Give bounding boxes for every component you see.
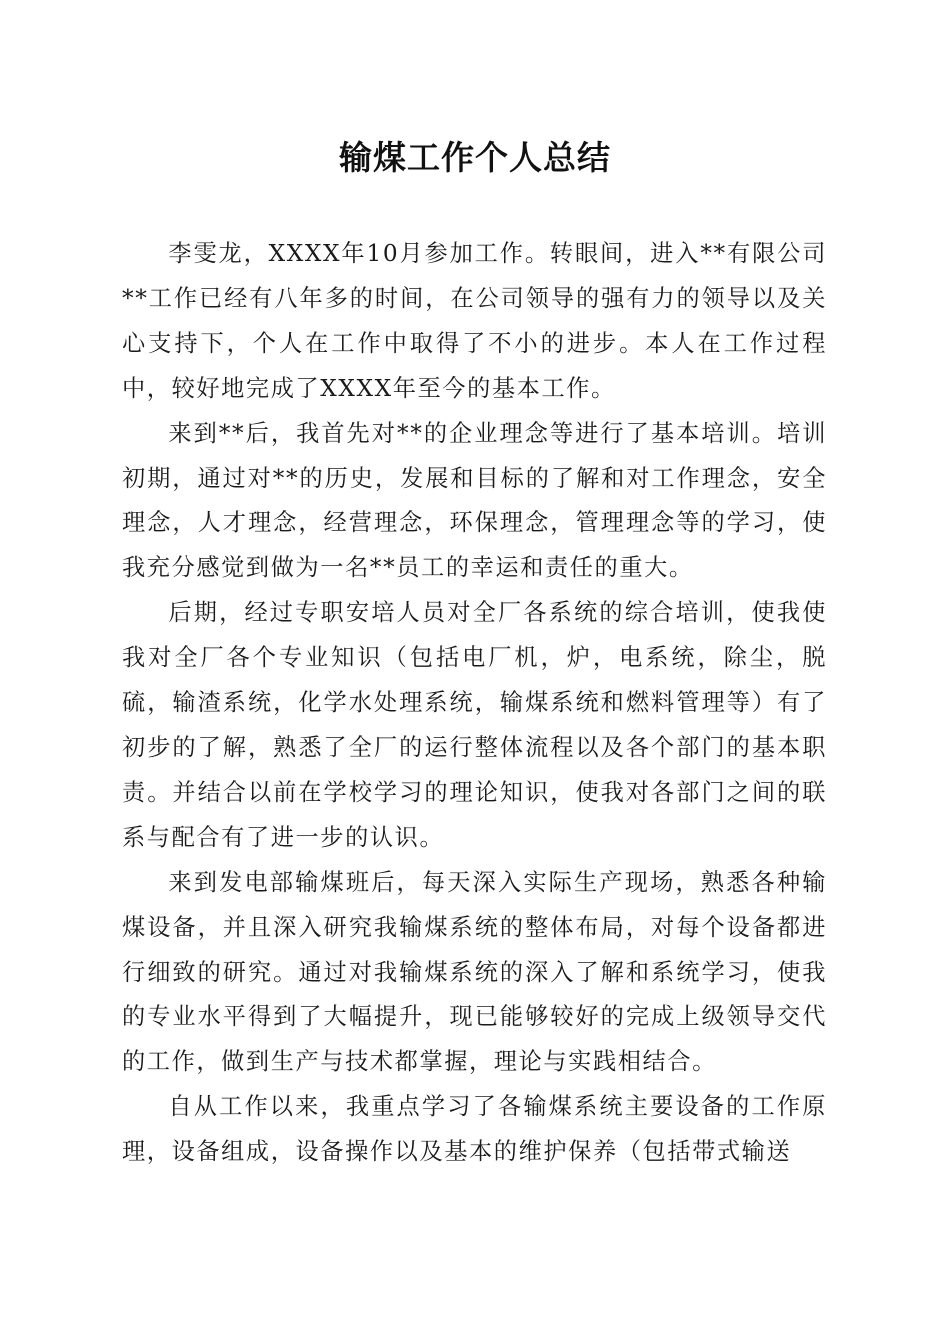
paragraph: 自从工作以来，我重点学习了各输煤系统主要设备的工作原理，设备组成，设备操作以及基本的维护保养（包括带式输送 [122, 1093, 827, 1166]
paragraph: 后期，经过专职安培人员对全厂各系统的综合培训，使我使我对全厂各个专业知识（包括电厂机，炉，电系统，除尘，脱硫，输渣系统，化学水处理系统，输煤系统和燃料管理等）有了初步的了解，熟悉了全厂的运行整体流程以及各个部门的基本职责。并结合以前在学校学习的理论知识，使我对各部门之间的联系与配合有了进一步的认识。 [122, 599, 827, 851]
document-title: 输煤工作个人总结 [339, 138, 611, 177]
paragraph: 李雯龙，XXXX年10月参加工作。转眼间，进入**有限公司**工作已经有八年多的时间，在公司领导的强有力的领导以及关心支持下，个人在工作中取得了不小的进步。本人在工作过程中，较好地完成了XXXX年至今的基本工作。 [122, 240, 827, 402]
paragraph: 来到**后，我首先对**的企业理念等进行了基本培训。培训初期，通过对**的历史，发展和目标的了解和对工作理念，安全理念，人才理念，经营理念，环保理念，管理理念等的学习，使我充分感觉到做为一名**员工的幸运和责任的重大。 [122, 419, 827, 582]
paragraph: 来到发电部输煤班后，每天深入实际生产现场，熟悉各种输煤设备，并且深入研究我输煤系统的整体布局，对每个设备都进行细致的研究。通过对我输煤系统的深入了解和系统学习，使我的专业水平得到了大幅提升，现已能够较好的完成上级领导交代的工作，做到生产与技术都掌握，理论与实践相结合。 [122, 868, 827, 1076]
document-body [122, 232, 827, 1175]
